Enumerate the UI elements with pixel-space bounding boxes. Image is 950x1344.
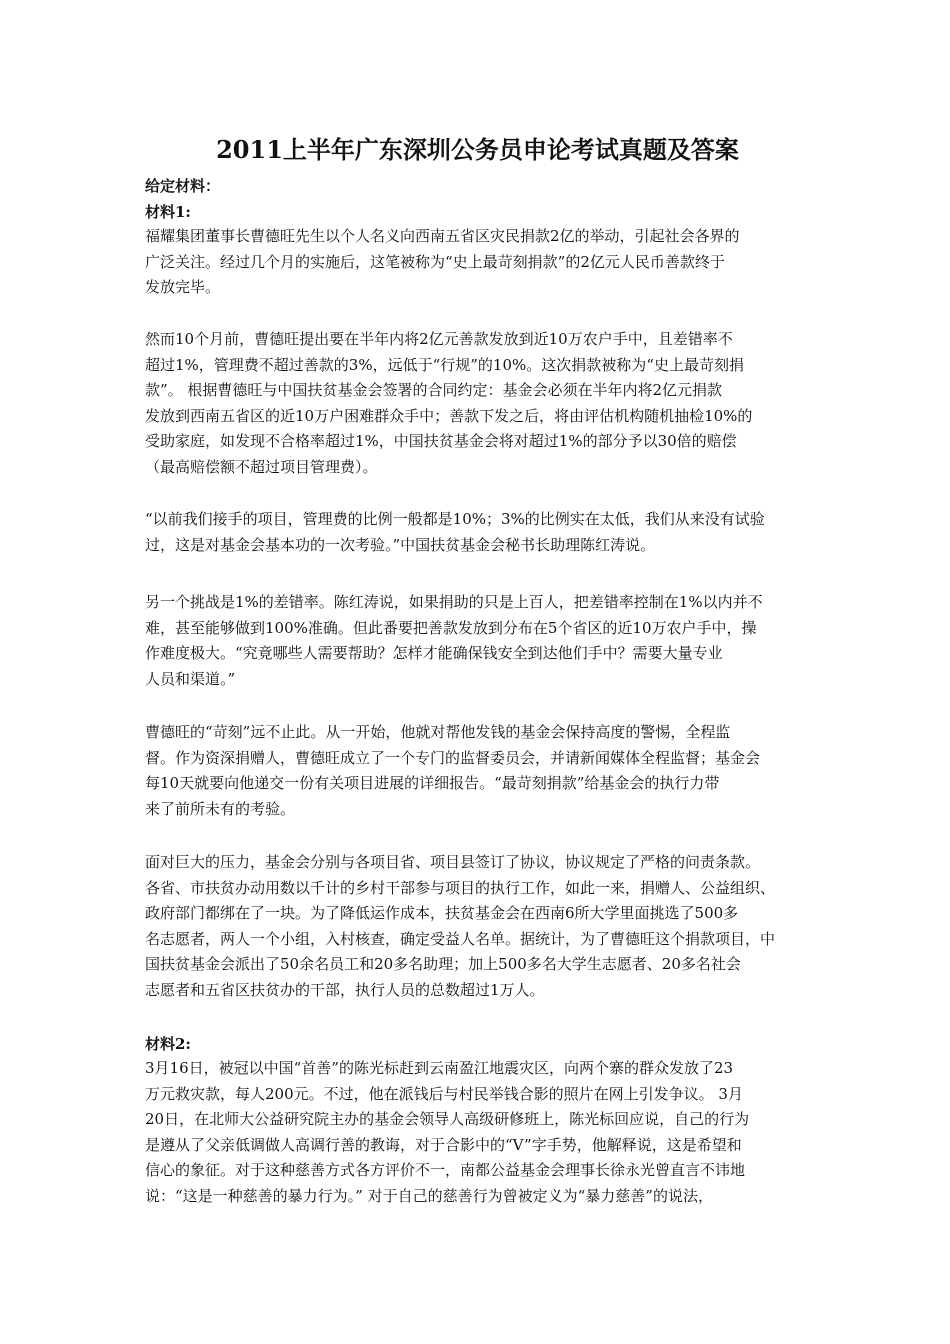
text-line: 款”。 根据曹德旺与中国扶贫基金会签署的合同约定：基金会必须在半年内将2亿元捐款	[145, 381, 722, 399]
paragraph-3	[145, 507, 810, 558]
text-line: 万元救灾款，每人200元。不过，他在派钱后与村民举钱合影的照片在网上引发争议。 3月	[145, 1084, 743, 1103]
given-materials-label: 给定材料：	[145, 177, 221, 195]
text-line: 然而10个月前，曹德旺提出要在半年内将2亿元善款发放到近10万农户手中，且差错率不	[145, 330, 733, 348]
text-line: 每10天就要向他递交一份有关项目进展的详细报告。“最苛刻捐款”给基金会的执行力带	[145, 774, 720, 792]
paragraph-2	[145, 327, 810, 480]
text-line: “以前我们接手的项目，管理费的比例一般都是10%；3%的比例实在太低，我们从来没有试验	[145, 510, 765, 528]
text-line: 说：“这是一种慈善的暴力行为。” 对于自己的慈善行为曾被定义为“暴力慈善”的说法，	[145, 1186, 713, 1205]
paragraph-5	[145, 720, 810, 822]
paragraph-4	[145, 590, 810, 692]
text-line: 政府部门都绑在了一块。为了降低运作成本，扶贫基金会在西南6所大学里面挑选了500多	[145, 904, 739, 922]
text-line: 超过1%，管理费不超过善款的3%，远低于“行规”的10%。这次捐款被称为“史上最苛刻捐	[145, 355, 744, 374]
text-line: 来了前所未有的考验。	[145, 799, 296, 818]
paragraph-6	[145, 850, 810, 1003]
text-line: 过，这是对基金会基本功的一次考验。”中国扶贫基金会秘书长助理陈红涛说。	[145, 535, 656, 554]
text-line: 信心的象征。对于这种慈善方式各方评价不一，南都公益基金会理事长徐永光曾直言不讳地	[145, 1161, 746, 1179]
text-line: 国扶贫基金会派出了50余名员工和20多名助理；加上500多名大学生志愿者、20多名社会	[145, 955, 741, 973]
paragraph-1	[145, 224, 810, 301]
text-line: 是遵从了父亲低调做人高调行善的教诲，对于合影中的“V”字手势，他解释说，这是希望和	[145, 1135, 742, 1154]
text-line: 面对巨大的压力，基金会分别与各项目省、项目县签订了协议，协议规定了严格的问责条款。	[145, 853, 761, 871]
text-line: 福耀集团董事长曹德旺先生以个人名义向西南五省区灾民捐款2亿的举动，引起社会各界的	[145, 227, 740, 245]
text-line: 受助家庭，如发现不合格率超过1%，中国扶贫基金会将对超过1%的部分予以30倍的赔偿	[145, 432, 737, 450]
text-line: 人员和渠道。”	[145, 669, 236, 688]
text-line: 发放完毕。	[145, 278, 221, 296]
text-line: 20日，在北师大公益研究院主办的基金会领导人高级研修班上，陈光标回应说，自己的行为	[145, 1110, 750, 1128]
text-line: 曹德旺的“苛刻”远不止此。从一开始，他就对帮他发钱的基金会保持高度的警惕，全程监	[145, 723, 731, 741]
paragraph-7	[145, 1056, 810, 1209]
text-line: 3月16日，被冠以中国“首善”的陈光标赶到云南盈江地震灾区，向两个寨的群众发放了23	[145, 1059, 734, 1077]
material-1-label: 材料1:	[145, 203, 191, 221]
text-line: 发放到西南五省区的近10万户困难群众手中；善款下发之后，将由评估机构随机抽检10%的	[145, 406, 753, 425]
text-line: 作难度极大。“究竟哪些人需要帮助？怎样才能确保钱安全到达他们手中？需要大量专业	[145, 644, 723, 662]
material-2-label: 材料2:	[145, 1035, 191, 1053]
text-line: 督。作为资深捐赠人，曹德旺成立了一个专门的监督委员会，并请新闻媒体全程监督；基金会	[145, 748, 761, 767]
text-line: 广泛关注。经过几个月的实施后，这笔被称为“史上最苛刻捐款”的2亿元人民币善款终于	[145, 252, 725, 271]
text-line: （最高赔偿额不超过项目管理费）。	[145, 457, 378, 476]
text-line: 名志愿者，两人一个小组，入村核查，确定受益人名单。据统计，为了曹德旺这个捐款项目，中	[145, 929, 776, 948]
text-line: 各省、市扶贫办动用数以千计的乡村干部参与项目的执行工作，如此一来，捐赠人、公益组织、	[145, 878, 776, 897]
text-line: 另一个挑战是1%的差错率。陈红涛说，如果捐助的只是上百人，把差错率控制在1%以内并不	[145, 593, 763, 611]
text-line: 志愿者和五省区扶贫办的干部，执行人员的总数超过1万人。	[145, 980, 545, 999]
text-line: 难，甚至能够做到100%准确。但此番要把善款发放到分布在5个省区的近10万农户手中，操	[145, 618, 757, 637]
document-title: 2011上半年广东深圳公务员申论考试真题及答案	[216, 135, 739, 164]
